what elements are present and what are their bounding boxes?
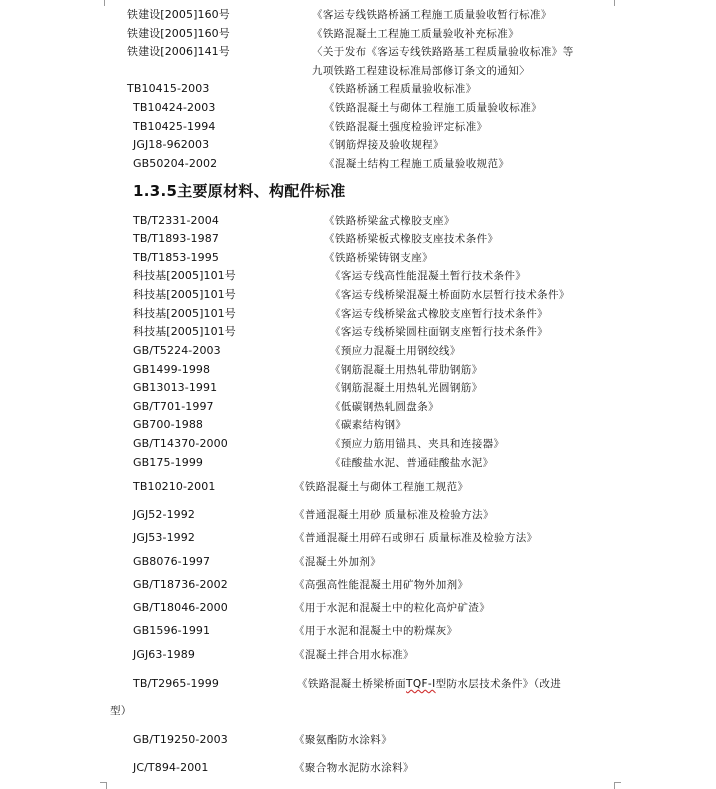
standard-code: GB175-1999: [133, 456, 204, 469]
standard-title: 《混凝土外加剂》: [294, 556, 382, 568]
standard-title: 《低碳钢热轧圆盘条》: [330, 401, 439, 413]
standard-title: 《铁路桥梁铸钢支座》: [324, 252, 433, 264]
standard-code: JGJ63-1989: [133, 648, 195, 661]
corner-crop-mark: [98, 0, 105, 6]
standard-title: 《混凝土拌合用水标准》: [294, 649, 414, 661]
standard-code: TB10415-2003: [127, 82, 210, 95]
standard-title: 《铁路桥涵工程质量验收标准》: [324, 83, 477, 95]
standard-code: 铁建设[2006]141号: [127, 45, 230, 58]
standard-title: 《客运专线桥梁混凝土桥面防水层暂行技术条件》: [330, 289, 570, 301]
standard-title: 《铁路混凝土与砌体工程施工规范》: [294, 481, 469, 493]
standard-title: 《铁路混凝土与砌体工程施工质量验收标准》: [324, 102, 542, 114]
standard-title: 《客运专线高性能混凝土暂行技术条件》: [330, 270, 527, 282]
standard-code: TB/T1893-1987: [133, 232, 219, 245]
standard-title: 《预应力混凝土用钢绞线》: [330, 345, 461, 357]
standard-title: 《普通混凝土用碎石或卵石 质量标准及检验方法》: [294, 532, 538, 544]
standard-title: 《钢筋混凝土用热轧带肋钢筋》: [330, 364, 483, 376]
standard-title: 《硅酸盐水泥、普通硅酸盐水泥》: [330, 457, 494, 469]
section-heading: 1.3.5主要原材料、构配件标准: [133, 182, 346, 200]
standard-title: 《钢筋混凝土用热轧光圆钢筋》: [330, 382, 483, 394]
standard-code: GB/T19250-2003: [133, 733, 228, 746]
standard-code: JGJ52-1992: [133, 508, 195, 521]
standard-title: 《客运专线桥梁盆式橡胶支座暂行技术条件》: [330, 308, 548, 320]
standard-title: 《客运专线铁路桥涵工程施工质量验收暂行标准》: [312, 9, 552, 21]
standard-code: GB1596-1991: [133, 624, 211, 637]
standard-title: 《碳素结构钢》: [330, 419, 407, 431]
standard-code: TB/T2331-2004: [133, 214, 219, 227]
standard-code: TB/T1853-1995: [133, 251, 219, 264]
standard-code: TB10210-2001: [133, 480, 216, 493]
standard-code: 科技基[2005]101号: [133, 325, 236, 338]
corner-crop-mark: [614, 0, 621, 6]
standard-title: 《用于水泥和混凝土中的粒化高炉矿渣》: [294, 602, 491, 614]
standard-title-part: 《铁路混凝土桥梁桥面: [297, 678, 406, 690]
standard-code: GB700-1988: [133, 418, 204, 431]
standard-code: GB/T14370-2000: [133, 437, 228, 450]
standard-code: GB13013-1991: [133, 381, 218, 394]
standard-code: GB/T18046-2000: [133, 601, 228, 614]
standard-title: 《聚氨酯防水涂料》: [294, 734, 393, 746]
standard-code: GB50204-2002: [133, 157, 218, 170]
standard-code: JGJ18-962003: [133, 138, 210, 151]
standard-title: 《聚合物水泥防水涂料》: [294, 762, 414, 774]
standard-code: 铁建设[2005]160号: [127, 27, 230, 40]
standard-title: 《铁路桥梁板式橡胶支座技术条件》: [324, 233, 499, 245]
standard-code: 科技基[2005]101号: [133, 269, 236, 282]
standard-title: 《铁路混凝土工程施工质量验收补充标准》: [312, 28, 520, 40]
standard-title: 〈关于发布《客运专线铁路路基工程质量验收标准》等: [312, 46, 574, 58]
standard-title: 《铁路混凝土强度检验评定标准》: [324, 121, 488, 133]
standard-title-continuation: 型）: [110, 705, 132, 717]
standard-code: JGJ53-1992: [133, 531, 195, 544]
standard-title: 《钢筋焊接及验收规程》: [324, 139, 444, 151]
standard-code: TB/T2965-1999: [133, 677, 219, 690]
standard-title: [297, 676, 561, 692]
standard-title-part: 型防水层技术条件》（改进: [435, 678, 562, 690]
standard-code: GB/T701-1997: [133, 400, 214, 413]
standard-title: 《普通混凝土用砂 质量标准及检验方法》: [294, 509, 494, 521]
standard-title: 《客运专线桥梁圆柱面钢支座暂行技术条件》: [330, 326, 548, 338]
standard-title: 《铁路桥梁盆式橡胶支座》: [324, 215, 455, 227]
standard-code: 科技基[2005]101号: [133, 288, 236, 301]
standard-title: 《用于水泥和混凝土中的粉煤灰》: [294, 625, 458, 637]
standard-code: GB/T18736-2002: [133, 578, 228, 591]
standard-code: 科技基[2005]101号: [133, 307, 236, 320]
standard-title: 《混凝土结构工程施工质量验收规范》: [324, 158, 510, 170]
standard-title-continuation: 九项铁路工程建设标准局部修订条文的通知〉: [312, 65, 530, 77]
standard-code: TB10425-1994: [133, 120, 216, 133]
standard-code: GB8076-1997: [133, 555, 211, 568]
standard-code: JC/T894-2001: [133, 761, 209, 774]
spellcheck-underlined-term: TQF-I: [406, 678, 436, 690]
standard-code: TB10424-2003: [133, 101, 216, 114]
standard-code: 铁建设[2005]160号: [127, 8, 230, 21]
standard-title: 《预应力筋用锚具、夹具和连接器》: [330, 438, 505, 450]
standard-code: GB1499-1998: [133, 363, 211, 376]
standard-title: 《高强高性能混凝土用矿物外加剂》: [294, 579, 469, 591]
standard-code: GB/T5224-2003: [133, 344, 221, 357]
